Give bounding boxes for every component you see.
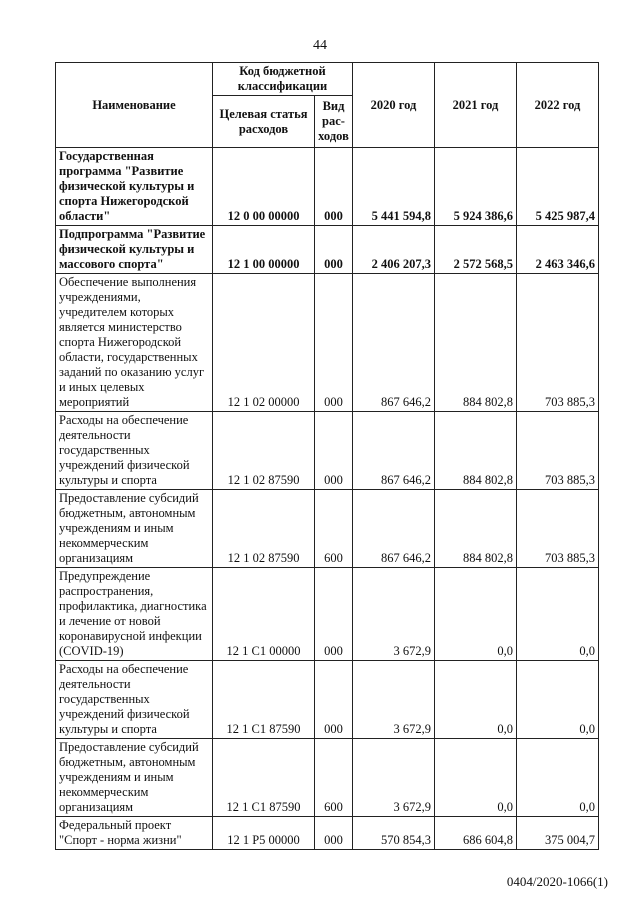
table-row xyxy=(56,661,599,739)
budget-table xyxy=(55,62,599,850)
row-value-2022: 5 425 987,4 xyxy=(517,148,599,226)
row-expense-type: 000 xyxy=(315,817,353,850)
page-number: 44 xyxy=(313,38,327,53)
row-value-2020: 570 854,3 xyxy=(353,817,435,850)
row-value-2020: 867 646,2 xyxy=(353,412,435,490)
row-value-2021: 2 572 568,5 xyxy=(435,226,517,274)
document-code: 0404/2020-1066(1) xyxy=(506,874,608,889)
row-expense-type: 000 xyxy=(315,568,353,661)
table-row xyxy=(56,148,599,226)
row-value-2022: 703 885,3 xyxy=(517,412,599,490)
row-value-2022: 0,0 xyxy=(517,568,599,661)
row-value-2022: 703 885,3 xyxy=(517,274,599,412)
row-name: Предоставление субсидий бюджетным, автономным учреждениям и иным некоммерческим организациям xyxy=(56,490,213,568)
row-value-2021: 686 604,8 xyxy=(435,817,517,850)
row-expense-type: 600 xyxy=(315,490,353,568)
table-row xyxy=(56,412,599,490)
row-target-code: 12 1 C1 00000 xyxy=(213,568,315,661)
row-name: Предоставление субсидий бюджетным, автономным учреждениям и иным некоммерческим организациям xyxy=(56,739,213,817)
row-target-code: 12 0 00 00000 xyxy=(213,148,315,226)
row-name: Государственная программа "Развитие физической культуры и спорта Нижегородской области" xyxy=(56,148,213,226)
row-expense-type: 000 xyxy=(315,226,353,274)
row-value-2021: 884 802,8 xyxy=(435,412,517,490)
row-target-code: 12 1 02 87590 xyxy=(213,412,315,490)
row-value-2021: 0,0 xyxy=(435,568,517,661)
header-code-group: Код бюджетной классификации xyxy=(213,63,353,96)
table-header xyxy=(56,63,599,148)
row-value-2022: 2 463 346,6 xyxy=(517,226,599,274)
row-name: Расходы на обеспечение деятельности государственных учреждений физической культуры и спорта xyxy=(56,412,213,490)
row-value-2020: 3 672,9 xyxy=(353,661,435,739)
row-name: Федеральный проект "Спорт - норма жизни" xyxy=(56,817,213,850)
row-expense-type: 600 xyxy=(315,739,353,817)
row-name: Предупреждение распространения, профилактика, диагностика и лечение от новой коронавирусной инфекции (COVID-19) xyxy=(56,568,213,661)
row-expense-type: 000 xyxy=(315,412,353,490)
table-row xyxy=(56,817,599,850)
row-target-code: 12 1 P5 00000 xyxy=(213,817,315,850)
table-row xyxy=(56,274,599,412)
row-target-code: 12 1 C1 87590 xyxy=(213,739,315,817)
row-name: Обеспечение выполнения учреждениями, учредителем которых является министерство спорта Нижегородской области, государственных заданий по оказанию услуг и иных целевых мероприятий xyxy=(56,274,213,412)
header-target: Целевая статья расходов xyxy=(213,96,315,148)
table-row xyxy=(56,739,599,817)
table-row xyxy=(56,490,599,568)
row-value-2021: 0,0 xyxy=(435,739,517,817)
row-target-code: 12 1 02 00000 xyxy=(213,274,315,412)
row-name: Расходы на обеспечение деятельности государственных учреждений физической культуры и спорта xyxy=(56,661,213,739)
header-2020: 2020 год xyxy=(353,63,435,148)
row-value-2020: 3 672,9 xyxy=(353,568,435,661)
row-value-2022: 0,0 xyxy=(517,661,599,739)
row-target-code: 12 1 02 87590 xyxy=(213,490,315,568)
row-value-2021: 884 802,8 xyxy=(435,490,517,568)
row-value-2020: 867 646,2 xyxy=(353,490,435,568)
header-type: Вид рас-ходов xyxy=(315,96,353,148)
row-expense-type: 000 xyxy=(315,661,353,739)
row-expense-type: 000 xyxy=(315,274,353,412)
header-name: Наименование xyxy=(56,63,213,148)
row-value-2020: 3 672,9 xyxy=(353,739,435,817)
table-row xyxy=(56,226,599,274)
row-value-2020: 2 406 207,3 xyxy=(353,226,435,274)
row-value-2020: 5 441 594,8 xyxy=(353,148,435,226)
row-expense-type: 000 xyxy=(315,148,353,226)
row-value-2020: 867 646,2 xyxy=(353,274,435,412)
row-value-2021: 5 924 386,6 xyxy=(435,148,517,226)
row-value-2022: 703 885,3 xyxy=(517,490,599,568)
header-2021: 2021 год xyxy=(435,63,517,148)
row-value-2021: 884 802,8 xyxy=(435,274,517,412)
row-value-2022: 375 004,7 xyxy=(517,817,599,850)
row-target-code: 12 1 00 00000 xyxy=(213,226,315,274)
header-2022: 2022 год xyxy=(517,63,599,148)
table-body xyxy=(56,148,599,850)
row-target-code: 12 1 C1 87590 xyxy=(213,661,315,739)
row-name: Подпрограмма "Развитие физической культуры и массового спорта" xyxy=(56,226,213,274)
row-value-2021: 0,0 xyxy=(435,661,517,739)
table-row xyxy=(56,568,599,661)
row-value-2022: 0,0 xyxy=(517,739,599,817)
